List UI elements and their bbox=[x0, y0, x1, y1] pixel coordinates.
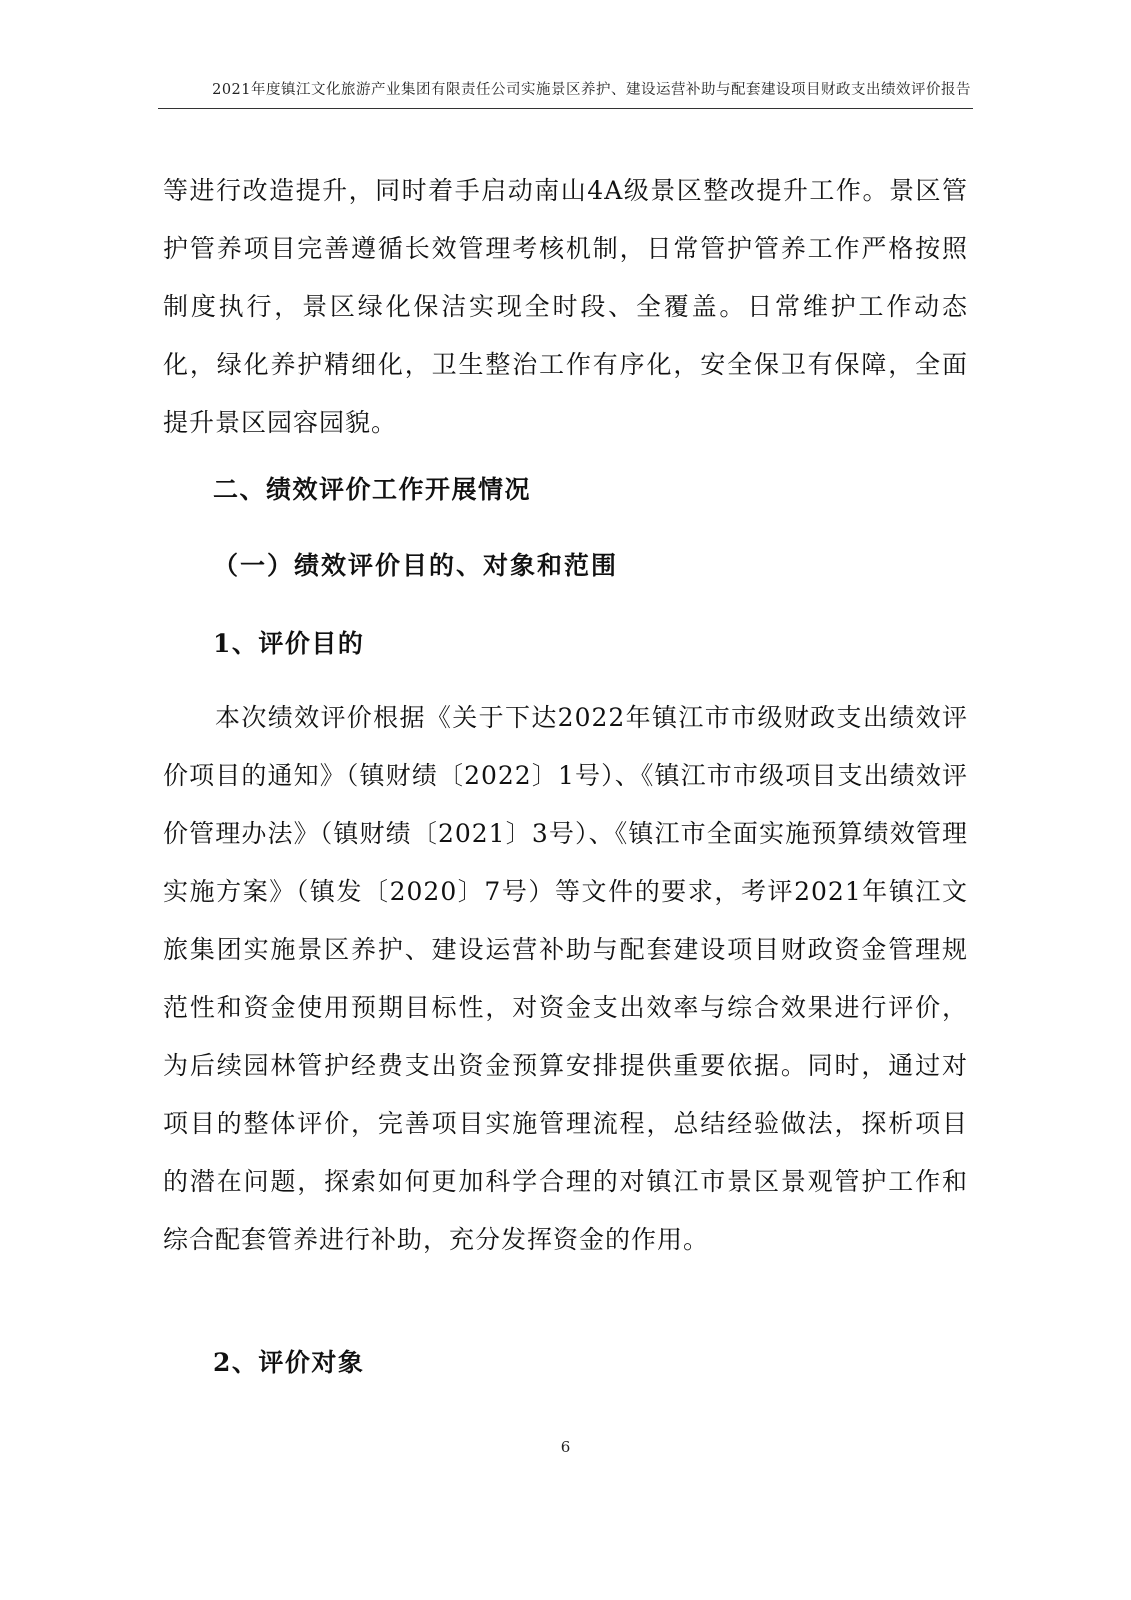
running-header: 2021年度镇江文化旅游产业集团有限责任公司实施景区养护、建设运营补助与配套建设项目财政支出绩效评价报告 bbox=[212, 82, 971, 98]
continuation-paragraph: 等进行改造提升，同时着手启动南山4A级景区整改提升工作。景区管护管养项目完善遵循长效管理考核机制，日常管护管养工作严格按照制度执行，景区绿化保洁实现全时段、全覆盖。日常维护工作动态化，绿化养护精细化，卫生整治工作有序化，安全保卫有保障，全面提升景区园容园貌。 bbox=[163, 176, 968, 437]
evaluation-purpose-paragraph: 本次绩效评价根据《关于下达2022年镇江市市级财政支出绩效评价项目的通知》（镇财绩〔2022〕1号）、《镇江市市级项目支出绩效评价管理办法》（镇财绩〔2021〕3号）、《镇江市全面实施预算绩效管理实施方案》（镇发〔2020〕7号）等文件的要求，考评2021年镇江文旅集团实施景区养护、建设运营补助与配套建设项目财政资金管理规范性和资金使用预期目标性，对资金支出效率与综合效果进行评价，为后续园林管护经费支出资金预算安排提供重要依据。同时，通过对项目的整体评价，完善项目实施管理流程，总结经验做法，探析项目的潜在问题，探索如何更加科学合理的对镇江市景区景观管护工作和综合配套管养进行补助，充分发挥资金的作用。 bbox=[163, 703, 968, 1254]
body-text-top bbox=[163, 162, 968, 452]
item-heading-evaluation-object: 2、评价对象 bbox=[213, 1348, 365, 1377]
section-heading: 二、绩效评价工作开展情况 bbox=[213, 475, 532, 504]
page-number: 6 bbox=[560, 1438, 571, 1456]
header-divider bbox=[158, 108, 973, 109]
subsection-heading: （一）绩效评价目的、对象和范围 bbox=[213, 551, 619, 580]
item-heading-evaluation-purpose: 1、评价目的 bbox=[213, 629, 365, 658]
body-text-purpose bbox=[163, 689, 968, 1269]
